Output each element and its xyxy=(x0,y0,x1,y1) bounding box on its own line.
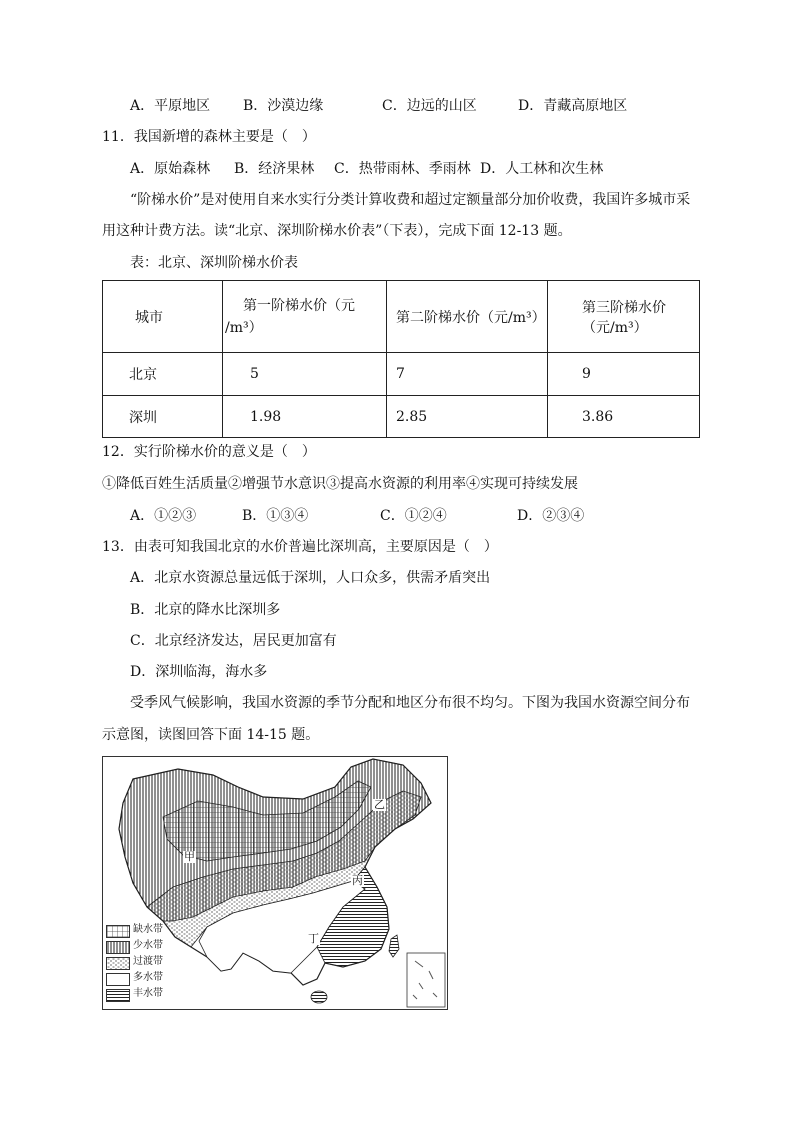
table-caption: 表：北京、深圳阶梯水价表 xyxy=(130,255,298,271)
map-label-ding: 丁 xyxy=(308,932,319,945)
legend-label: 丰水带 xyxy=(133,988,163,999)
table-row xyxy=(103,353,700,396)
q12-option-d: D．②③④ xyxy=(517,508,585,524)
legend-label: 过渡带 xyxy=(133,956,163,967)
legend-label: 缺水带 xyxy=(133,924,163,935)
cell-tier3: 9 xyxy=(548,353,700,396)
table-row xyxy=(103,396,700,438)
q13-option-c: C．北京经济发达，居民更加富有 xyxy=(130,633,337,649)
legend-label: 少水带 xyxy=(133,940,163,951)
q10-option-c: C．边远的山区 xyxy=(382,98,477,114)
cell-city: 深圳 xyxy=(103,396,223,438)
legend-swatch-horizontal xyxy=(106,989,130,1002)
q11-option-c: C．热带雨林、季雨林 xyxy=(334,161,471,177)
intro1-line1: “阶梯水价”是对使用自来水实行分类计算收费和超过定额量部分加价收费，我国许多城市采 xyxy=(130,192,691,208)
header-tier1-line2: /m³） xyxy=(225,319,263,336)
water-distribution-map xyxy=(102,756,448,1010)
cell-tier1: 1.98 xyxy=(223,396,387,438)
q12-option-a: A．①②③ xyxy=(130,508,197,524)
map-label-jia: 甲 xyxy=(184,850,195,863)
q11-stem: 11．我国新增的森林主要是（ ） xyxy=(102,129,316,145)
q12-option-c: C．①②④ xyxy=(380,508,447,524)
q12-option-b: B．①③④ xyxy=(242,508,309,524)
map-label-yi: 乙 xyxy=(374,798,385,811)
table-header-row xyxy=(103,281,700,353)
header-city: 城市 xyxy=(103,281,223,353)
q13-stem: 13．由表可知我国北京的水价普遍比深圳高，主要原因是（ ） xyxy=(102,539,498,555)
header-tier1-line1: 第一阶梯水价（元 xyxy=(243,297,355,314)
q11-option-b: B．经济果林 xyxy=(234,161,315,177)
legend-swatch-vertical xyxy=(106,941,130,954)
q13-option-b: B．北京的降水比深圳多 xyxy=(130,602,281,618)
cell-tier3: 3.86 xyxy=(548,396,700,438)
water-price-table xyxy=(102,280,700,438)
header-tier1 xyxy=(223,281,387,353)
cell-tier1: 5 xyxy=(223,353,387,396)
intro2-line2: 示意图，读图回答下面 14-15 题。 xyxy=(102,727,320,743)
q13-option-d: D．深圳临海，海水多 xyxy=(130,664,268,680)
taiwan xyxy=(389,935,399,957)
header-tier2: 第二阶梯水价（元/m³） xyxy=(387,281,548,353)
intro2-line1: 受季风气候影响，我国水资源的季节分配和地区分布很不均匀。下图为我国水资源空间分布 xyxy=(130,695,690,711)
q13-option-a: A．北京水资源总量远低于深圳，人口众多，供需矛盾突出 xyxy=(130,570,491,586)
q10-option-b: B．沙漠边缘 xyxy=(243,98,324,114)
cell-tier2: 2.85 xyxy=(387,396,548,438)
q11-option-a: A．原始森林 xyxy=(130,161,211,177)
q10-option-d: D．青藏高原地区 xyxy=(518,98,628,114)
legend-swatch-grid xyxy=(106,925,130,938)
q10-option-a: A．平原地区 xyxy=(130,98,211,114)
legend-swatch-blank xyxy=(106,973,130,986)
intro1-line2: 用这种计费方法。读“北京、深圳阶梯水价表”（下表），完成下面 12-13 题。 xyxy=(102,223,572,239)
legend-swatch-dots xyxy=(106,957,130,970)
legend-label: 多水带 xyxy=(133,972,163,983)
south-china-sea-inset xyxy=(407,953,445,1007)
map-label-bing: 丙 xyxy=(352,874,363,887)
hainan xyxy=(311,991,327,1003)
header-tier3: 第三阶梯水价（元/m³） xyxy=(548,281,700,353)
cell-tier2: 7 xyxy=(387,353,548,396)
q12-statements: ①降低百姓生活质量②增强节水意识③提高水资源的利用率④实现可持续发展 xyxy=(102,476,578,492)
cell-city: 北京 xyxy=(103,353,223,396)
q12-stem: 12．实行阶梯水价的意义是（ ） xyxy=(102,444,316,460)
q11-option-d: D．人工林和次生林 xyxy=(480,161,604,177)
